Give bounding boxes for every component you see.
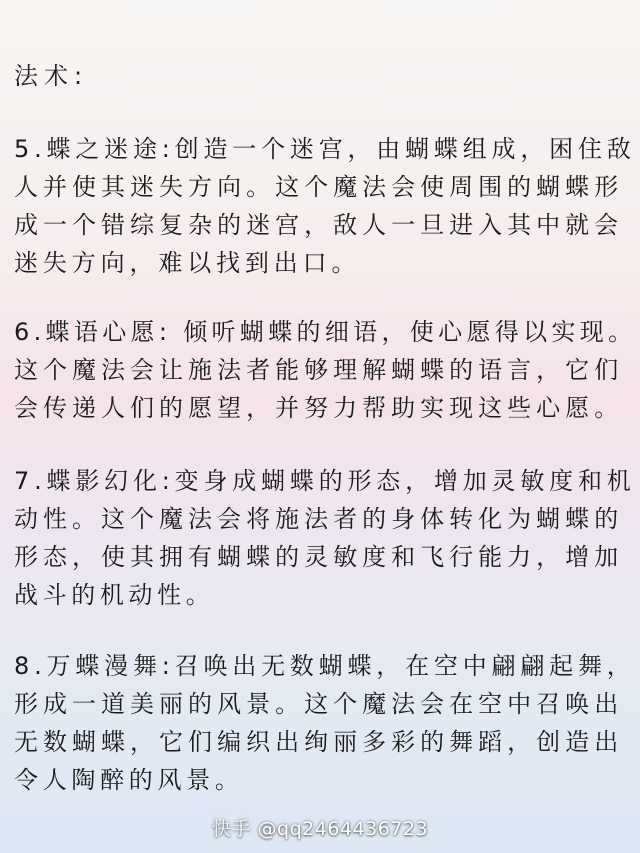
paragraph-line: 5.蝶之迷途:创造一个迷宫，由蝴蝶组成，困住敌: [14, 135, 636, 163]
paragraph-line: 令人陶醉的风景。: [14, 766, 244, 794]
paragraph-line: 7.蝶影幻化:变身成蝴蝶的形态，增加灵敏度和机: [14, 467, 636, 495]
paragraph-line: 形成一道美丽的风景。这个魔法会在空中召唤出: [14, 690, 624, 718]
paragraph-line: 6.蝶语心愿: 倾听蝴蝶的细语，使心愿得以实现。: [14, 318, 637, 346]
watermark: 快手 @qq2464436723: [212, 818, 429, 840]
paragraph-line: 会传递人们的愿望，并努力帮助实现这些心愿。: [14, 394, 624, 422]
section-heading: 法术:: [14, 62, 89, 90]
paragraph-line: 成一个错综复杂的迷宫，敌人一旦进入其中就会: [14, 211, 624, 239]
paragraph-line: 形态，使其拥有蝴蝶的灵敏度和飞行能力，增加: [14, 543, 624, 571]
paragraph-line: 动性。这个魔法会将施法者的身体转化为蝴蝶的: [14, 505, 624, 533]
spell-8-paragraph: [14, 647, 640, 799]
paragraph-line: 迷失方向，难以找到出口。: [14, 249, 361, 277]
paragraph-line: 8.万蝶漫舞:召唤出无数蝴蝶，在空中翩翩起舞，: [14, 652, 636, 680]
spell-7-paragraph: [14, 462, 640, 614]
paragraph-line: 战斗的机动性。: [14, 581, 215, 609]
spell-6-paragraph: [14, 313, 640, 427]
spell-5-paragraph: [14, 130, 640, 282]
paragraph-line: 人并使其迷失方向。这个魔法会使周围的蝴蝶形: [14, 173, 624, 201]
paragraph-line: 无数蝴蝶，它们编织出绚丽多彩的舞蹈，创造出: [14, 728, 624, 756]
paragraph-line: 这个魔法会让施法者能够理解蝴蝶的语言，它们: [14, 356, 624, 384]
